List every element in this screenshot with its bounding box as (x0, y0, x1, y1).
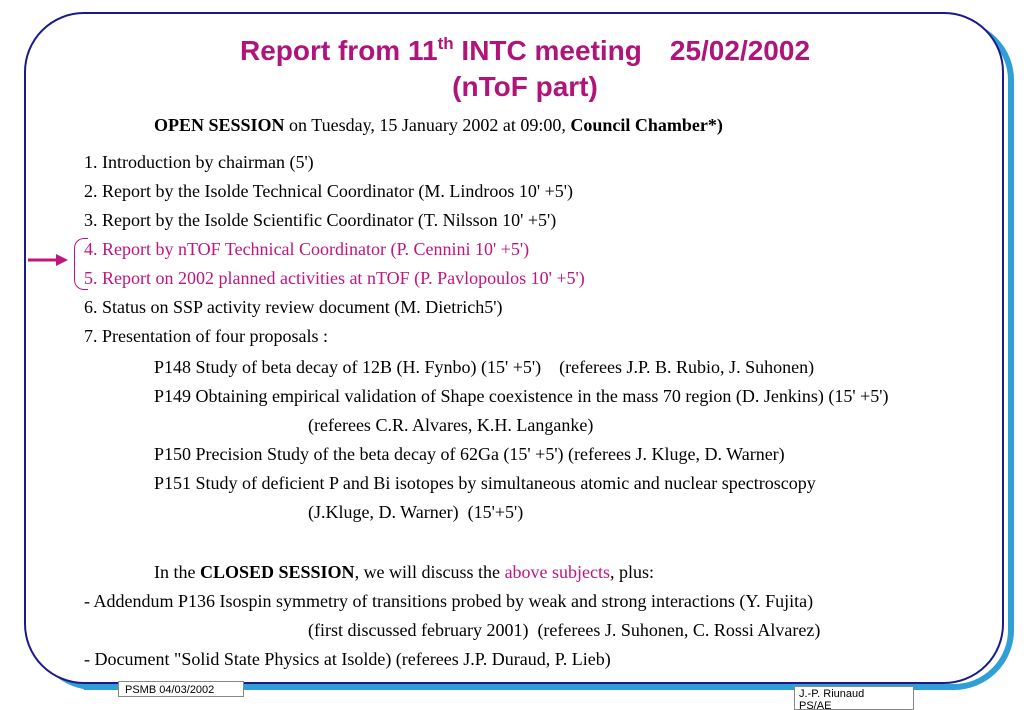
agenda-item: 2. Report by the Isolde Technical Coordinator (M. Lindroos 10' +5') (84, 181, 573, 201)
closed-session-pre: In the (154, 562, 200, 582)
addendum-item: - Document "Solid State Physics at Isolde) (referees J.P. Duraud, P. Lieb) (84, 649, 611, 669)
open-session-text: on Tuesday, 15 January 2002 at 09:00, (284, 115, 571, 135)
arrow-right-icon (28, 252, 68, 268)
closed-session-highlight: above subjects (504, 562, 611, 582)
agenda-item: 1. Introduction by chairman (5') (84, 152, 314, 172)
title-prefix: Report from 11 (239, 35, 438, 66)
footer-author-name: J.-P. Riunaud (799, 688, 865, 700)
agenda-item: 3. Report by the Isolde Scientific Coordinator (T. Nilsson 10' +5') (84, 210, 557, 230)
agenda-item: 6. Status on SSP activity review document (M. Dietrich5') (84, 297, 503, 317)
proposal-item: P150 Precision Study of the beta decay of 62Ga (15' +5') (referees J. Kluge, D. Warner) (154, 444, 785, 464)
open-session-line (154, 114, 723, 136)
open-session-label: OPEN SESSION (154, 115, 285, 135)
addendum-item: - Addendum P136 Isospin symmetry of transitions probed by weak and strong interactions (Y. Fujita) (84, 591, 814, 611)
agenda-item-highlighted: 4. Report by nTOF Technical Coordinator (P. Cennini 10' +5') (84, 239, 530, 259)
slide-title-line1 (0, 34, 1024, 68)
proposal-item: P148 Study of beta decay of 12B (H. Fynbo) (15' +5') (referees J.P. B. Rubio, J. Suhonen) (154, 357, 815, 377)
closed-session-line (154, 561, 654, 583)
proposal-item: P151 Study of deficient P and Bi isotopes by simultaneous atomic and nuclear spectroscopy (154, 473, 816, 493)
closed-session-mid: , we will discuss the (354, 562, 505, 582)
title-date: 25/02/2002 (669, 35, 811, 66)
proposal-item: P149 Obtaining empirical validation of Shape coexistence in the mass 70 region (D. Jenkins) (15' +5') (154, 386, 889, 406)
footer-author (794, 686, 914, 710)
closed-session-post: , plus: (610, 562, 655, 582)
slide-title-line2: (nToF part) (452, 71, 598, 102)
proposal-referees: (referees C.R. Alvares, K.H. Langanke) (308, 415, 594, 435)
highlight-bracket (74, 238, 88, 290)
title-meeting: INTC meeting (453, 35, 642, 66)
footer-author-dept: PS/AE (799, 700, 832, 710)
addendum-referees: (first discussed february 2001) (referees J. Suhonen, C. Rossi Alvarez) (308, 620, 821, 640)
proposal-referees: (J.Kluge, D. Warner) (15'+5') (308, 502, 524, 522)
agenda-item-highlighted: 5. Report on 2002 planned activities at nTOF (P. Pavlopoulos 10' +5') (84, 268, 585, 288)
open-session-location: Council Chamber*) (570, 115, 723, 135)
closed-session-label: CLOSED SESSION (199, 562, 355, 582)
footer-date-label: PSMB 04/03/2002 (118, 681, 244, 697)
agenda-item: 7. Presentation of four proposals : (84, 326, 328, 346)
title-superscript: th (437, 34, 454, 53)
slide-frame (24, 12, 1004, 684)
